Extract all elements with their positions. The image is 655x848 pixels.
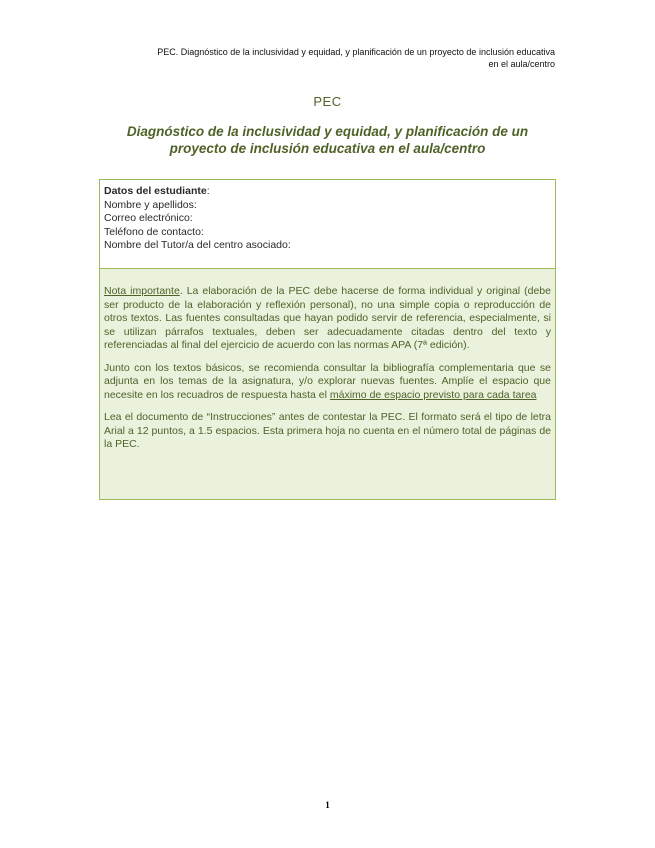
note-paragraph-3: Lea el documento de “Instrucciones” antes de contestar la PEC. El formato será el tipo de letra Arial a 12 puntos, a 1.5 espacios. Esta primera hoja no cuenta en el número total de páginas de la PEC. bbox=[104, 411, 551, 450]
document-subtitle: Diagnóstico de la inclusividad y equidad, y planificación de un proyecto de inclusión educativa en el aula/centro bbox=[126, 124, 529, 156]
field-phone: Teléfono de contacto: bbox=[104, 225, 204, 238]
document-title: PEC bbox=[313, 94, 342, 109]
note-paragraph-2: Junto con los textos básicos, se recomienda consultar la bibliografía complementaria que se adjunta en los temas de la asignatura, y/o explorar nuevas fuentes. Amplíe el espacio que necesite en los recuadros de respuesta hasta el máximo de espacio previsto para cada tarea bbox=[104, 361, 551, 401]
student-data-box bbox=[99, 179, 556, 269]
header-line-2: en el aula/centro bbox=[488, 59, 555, 69]
note-paragraph-1: Nota importante. La elaboración de la PEC debe hacerse de forma individual y original (debe ser producto de la elaboración y reflexión personal), no una simple copia o reproducción de otros textos. Las fuentes consultadas que hayan podido servir de referencia, especialmente, si se utilizan párrafos textuales, deben ser adecuadamente citadas dentro del texto y referenciadas al final del ejercicio de acuerdo con las normas APA (7ª edición). bbox=[104, 285, 551, 351]
important-note-link[interactable]: Nota importante bbox=[104, 285, 180, 297]
important-notes-box bbox=[99, 268, 556, 500]
student-data-heading: Datos del estudiante: bbox=[104, 185, 210, 197]
header-line-1: PEC. Diagnóstico de la inclusividad y equidad, y planificación de un proyecto de inclusión educativa bbox=[157, 47, 555, 57]
field-name: Nombre y apellidos: bbox=[104, 198, 197, 211]
max-space-link[interactable]: máximo de espacio previsto para cada tarea bbox=[329, 388, 537, 401]
page-number: 1 bbox=[325, 800, 330, 810]
page-header bbox=[75, 46, 555, 70]
field-tutor: Nombre del Tutor/a del centro asociado: bbox=[104, 239, 291, 251]
field-email: Correo electrónico: bbox=[104, 212, 193, 224]
